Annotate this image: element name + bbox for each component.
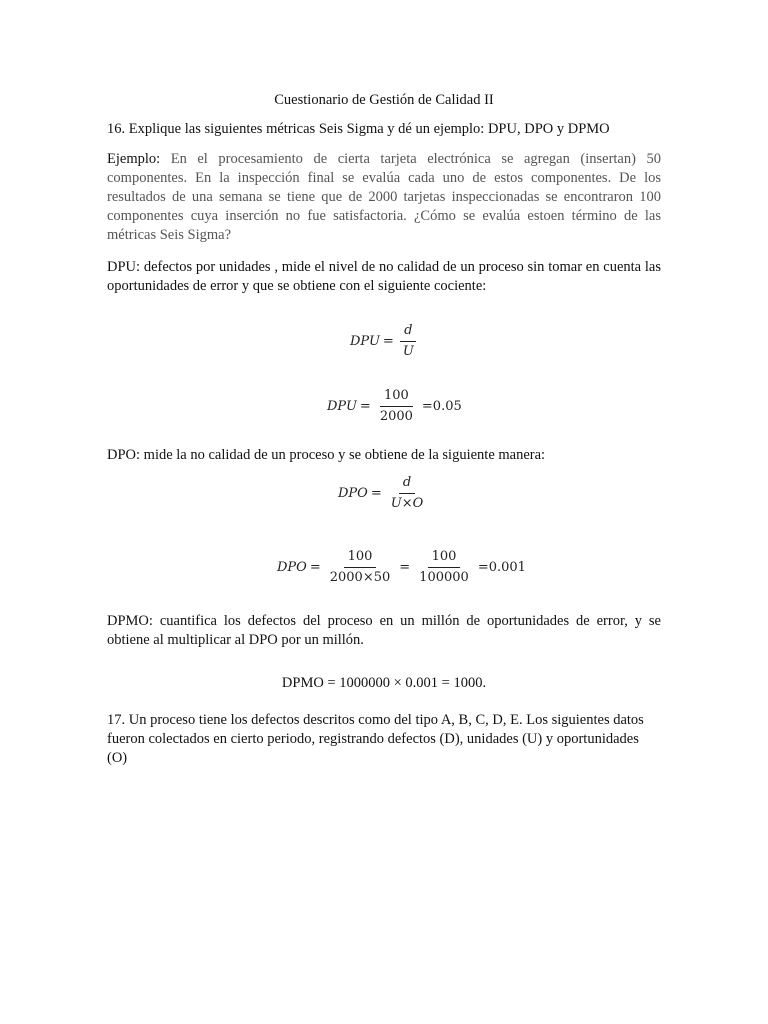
dpu-definition: DPU: defectos por unidades , mide el nivel de no calidad de un proceso sin tomar en cuenta las oportunidades de error y que se obtiene con el siguiente cociente:	[107, 259, 661, 294]
formula-result: =0.05	[421, 399, 462, 414]
fraction	[376, 388, 417, 425]
dpo-general-formula	[338, 475, 429, 512]
denominator: 100000	[419, 570, 469, 585]
equals-sign: =	[399, 560, 411, 575]
denominator: 2000×50	[329, 570, 391, 585]
denominator: U	[402, 344, 414, 359]
dpo-example-formula	[277, 549, 526, 586]
example-lead: Ejemplo:	[107, 151, 161, 167]
numerator: 100	[428, 549, 461, 568]
dpmo-definition: DPMO: cuantifica los defectos del proceso en un millón de oportunidades de error, y se obtiene al multiplicar al DPO por un millón.	[107, 613, 661, 648]
formula-result: =0.001	[477, 560, 526, 575]
fraction	[387, 475, 428, 512]
dpmo-formula: DPMO = 1000000 × 0.001 = 1000.	[281, 675, 487, 691]
fraction	[326, 549, 395, 586]
question-17: 17. Un proceso tiene los defectos descritos como del tipo A, B, C, D, E. Los siguientes datos fueron colectados en cierto periodo, registrando defectos (D), unidades (U) y oportunidades (O)	[107, 712, 644, 766]
document-title: Cuestionario de Gestión de Calidad II	[274, 92, 494, 108]
example-text: En el procesamiento de cierta tarjeta electrónica se agregan (insertan) 50 componentes. En la inspección final se evalúa cada uno de estos componentes. De los resultados de una semana se tiene que de 2000 tarjetas inspeccionadas se encontraron 100 componentes cuya inserción no fue satisfactoria. ¿Cómo se evalúa estoen término de las métricas Seis Sigma?	[107, 151, 661, 243]
question-16: 16. Explique las siguientes métricas Seis Sigma y dé un ejemplo: DPU, DPO y DPMO	[107, 121, 610, 137]
dpo-definition: DPO: mide la no calidad de un proceso y se obtiene de la siguiente manera:	[107, 447, 546, 463]
equals-sign: =	[370, 486, 382, 501]
denominator: U×O	[390, 496, 424, 511]
formula-lhs: DPO	[277, 560, 307, 575]
fraction	[415, 549, 473, 586]
equals-sign: =	[382, 334, 394, 349]
formula-lhs: DPU	[327, 399, 357, 414]
equals-sign: =	[359, 399, 371, 414]
formula-lhs: DPO	[338, 486, 368, 501]
denominator: 2000	[379, 409, 413, 424]
example-paragraph	[107, 150, 661, 245]
dpu-general-formula	[350, 323, 420, 360]
numerator: 100	[344, 549, 377, 568]
numerator: d	[399, 475, 415, 494]
formula-lhs: DPU	[350, 334, 380, 349]
fraction	[399, 323, 418, 360]
numerator: d	[400, 323, 416, 342]
equals-sign: =	[309, 560, 321, 575]
numerator: 100	[380, 388, 413, 407]
dpu-example-formula	[327, 388, 462, 425]
